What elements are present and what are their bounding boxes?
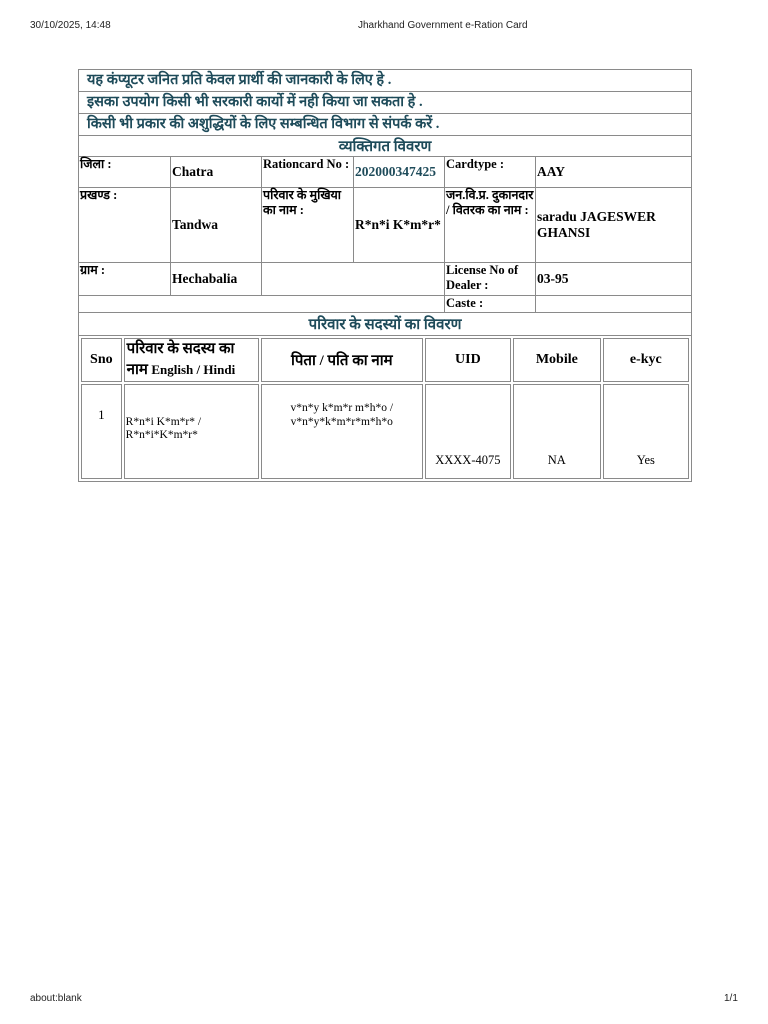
notice-line: किसी भी प्रकार की अशुद्धियों के लिए सम्बन्धित विभाग से संपर्क करें .	[79, 114, 692, 136]
member-name	[124, 384, 259, 479]
members-cell	[79, 336, 692, 482]
caste-label: Caste :	[445, 296, 536, 313]
dealer-label: जन.वि.प्र. दुकानदार / वितरक का नाम :	[445, 188, 536, 263]
cardtype-value: AAY	[536, 157, 692, 188]
father-name-hi: v*n*y*k*m*r*m*h*o	[290, 416, 393, 428]
family-head-label: परिवार के मुखिया का नाम :	[262, 188, 354, 263]
rationcard-label: Rationcard No :	[262, 157, 354, 188]
print-datetime: 30/10/2025, 14:48	[30, 20, 111, 31]
col-header-member-name-hi: परिवार के सदस्य का नाम	[126, 341, 235, 378]
personal-section-title: व्यक्तिगत विवरण	[79, 136, 692, 157]
members-section-title: परिवार के सदस्यों का विवरण	[79, 313, 692, 336]
member-name-hi: R*n*i*K*m*r*	[125, 429, 198, 441]
village-label: ग्राम :	[79, 263, 171, 296]
col-header-ekyc: e-kyc	[603, 338, 690, 382]
father-name-en: v*n*y k*m*r m*h*o /	[290, 402, 394, 414]
family-head-value: R*n*i K*m*r*	[354, 188, 445, 263]
col-header-mobile: Mobile	[513, 338, 600, 382]
empty-cell	[262, 263, 445, 296]
print-page-number: 1/1	[724, 993, 738, 1004]
print-url: about:blank	[30, 993, 82, 1004]
member-mobile: NA	[513, 384, 600, 479]
notice-line: इसका उपयोग किसी भी सरकारी कार्यो में नही किया जा सकता हे .	[79, 92, 692, 114]
cardtype-label: Cardtype :	[445, 157, 536, 188]
district-value: Chatra	[171, 157, 262, 188]
rationcard-value: 202000347425	[354, 157, 445, 188]
block-value: Tandwa	[171, 188, 262, 263]
member-name-en: R*n*i K*m*r* /	[125, 416, 202, 428]
print-page-title: Jharkhand Government e-Ration Card	[358, 20, 528, 31]
block-label: प्रखण्ड :	[79, 188, 171, 263]
dealer-value: saradu JAGESWER GHANSI	[536, 188, 692, 263]
notice-line: यह कंप्यूटर जनित प्रति केवल प्रार्थी की जानकारी के लिए हे .	[79, 70, 692, 92]
member-sno: 1	[81, 384, 122, 479]
members-table	[79, 336, 691, 481]
table-row	[81, 384, 689, 479]
col-header-father-name: पिता / पति का नाम	[261, 338, 423, 382]
col-header-uid: UID	[425, 338, 511, 382]
col-header-sno: Sno	[81, 338, 122, 382]
member-uid: XXXX-4075	[425, 384, 511, 479]
col-header-member-name-en: English / Hindi	[151, 362, 236, 377]
empty-cell	[79, 296, 445, 313]
col-header-member-name	[124, 338, 259, 382]
caste-value	[536, 296, 692, 313]
district-label: जिला :	[79, 157, 171, 188]
member-ekyc: Yes	[603, 384, 690, 479]
license-label: License No of Dealer :	[445, 263, 536, 296]
ration-card-table	[78, 69, 692, 482]
village-value: Hechabalia	[171, 263, 262, 296]
license-value: 03-95	[536, 263, 692, 296]
father-name	[261, 384, 423, 479]
